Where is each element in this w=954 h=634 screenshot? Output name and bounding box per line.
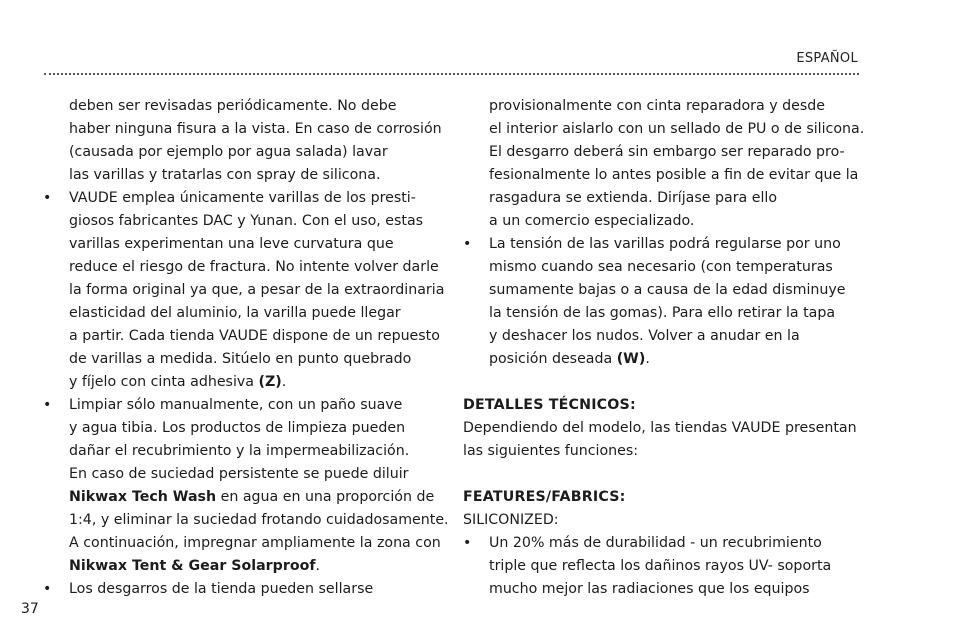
text-segment: Un 20% más de durabilidad - un recubrimiento bbox=[489, 535, 822, 551]
bold-text: Nikwax Tent & Gear Solarproof bbox=[69, 558, 316, 574]
bold-text: Nikwax Tech Wash bbox=[69, 489, 217, 505]
text-segment: a partir. Cada tienda VAUDE dispone de un repuesto bbox=[69, 328, 440, 344]
text-line bbox=[463, 417, 863, 440]
text-segment: triple que reflecta los dañinos rayos UV- soporta bbox=[489, 558, 832, 574]
text-segment: giosos fabricantes DAC y Yunan. Con el uso, estas bbox=[69, 213, 424, 229]
text-segment: de varillas a medida. Sitúelo en punto quebrado bbox=[69, 351, 412, 367]
text-line bbox=[43, 463, 443, 486]
text-line bbox=[463, 371, 863, 394]
text-segment: . bbox=[315, 558, 321, 574]
text-segment: Los desgarros de la tienda pueden sellarse bbox=[69, 581, 374, 597]
text-line bbox=[463, 95, 863, 118]
text-line bbox=[463, 440, 863, 463]
text-segment: y fíjelo con cinta adhesiva bbox=[69, 374, 259, 390]
text-segment: Limpiar sólo manualmente, con un paño suave bbox=[69, 397, 403, 413]
text-line bbox=[43, 95, 443, 118]
text-segment: (causada por ejemplo por agua salada) lavar bbox=[69, 144, 388, 160]
text-segment: varillas experimentan una leve curvatura que bbox=[69, 236, 394, 252]
bullet-item-line bbox=[43, 394, 443, 417]
text-segment: . bbox=[281, 374, 287, 390]
text-line bbox=[43, 233, 443, 256]
text-line bbox=[43, 210, 443, 233]
page-number: 37 bbox=[21, 601, 39, 617]
bullet-item-line bbox=[463, 532, 863, 555]
text-line bbox=[463, 555, 863, 578]
text-segment: y deshacer los nudos. Volver a anudar en la bbox=[489, 328, 800, 344]
text-segment: La tensión de las varillas podrá regularse por uno bbox=[489, 236, 841, 252]
text-segment: mucho mejor las radiaciones que los equipos bbox=[489, 581, 810, 597]
text-segment: las siguientes funciones: bbox=[463, 443, 639, 459]
text-line bbox=[463, 325, 863, 348]
text-line bbox=[463, 210, 863, 233]
text-line bbox=[43, 325, 443, 348]
bullet-item-line bbox=[43, 578, 443, 601]
text-segment: SILICONIZED: bbox=[463, 512, 559, 528]
text-line bbox=[463, 348, 863, 371]
text-segment: fesionalmente lo antes posible a fin de evitar que la bbox=[489, 167, 859, 183]
text-segment: posición deseada bbox=[489, 351, 617, 367]
text-line bbox=[43, 164, 443, 187]
section-heading bbox=[463, 486, 863, 509]
left-text-column bbox=[43, 95, 449, 601]
text-segment: la tensión de las gomas). Para ello retirar la tapa bbox=[489, 305, 836, 321]
text-segment: haber ninguna fisura a la vista. En caso de corrosión bbox=[69, 121, 442, 137]
bold-text: (W) bbox=[616, 351, 646, 367]
text-segment: 1:4, y eliminar la suciedad frotando cuidadosamente. bbox=[69, 512, 449, 528]
text-line bbox=[463, 118, 863, 141]
text-segment: provisionalmente con cinta reparadora y desde bbox=[489, 98, 825, 114]
text-segment: reduce el riesgo de fractura. No intente volver darle bbox=[69, 259, 439, 275]
text-line bbox=[43, 417, 443, 440]
text-segment: dañar el recubrimiento y la impermeabilización. bbox=[69, 443, 410, 459]
text-line bbox=[43, 532, 443, 555]
text-line bbox=[463, 279, 863, 302]
text-line bbox=[43, 486, 443, 509]
text-segment: en agua en una proporción de bbox=[216, 489, 435, 505]
text-segment: En caso de suciedad persistente se puede diluir bbox=[69, 466, 409, 482]
text-line bbox=[43, 302, 443, 325]
text-line bbox=[43, 141, 443, 164]
text-line bbox=[463, 256, 863, 279]
text-line bbox=[463, 509, 863, 532]
text-segment: DETALLES TÉCNICOS: bbox=[463, 397, 636, 413]
text-segment: FEATURES/FABRICS: bbox=[463, 489, 626, 505]
text-line bbox=[43, 555, 443, 578]
text-segment: deben ser revisadas periódicamente. No debe bbox=[69, 98, 397, 114]
text-segment: mismo cuando sea necesario (con temperaturas bbox=[489, 259, 833, 275]
text-line bbox=[463, 141, 863, 164]
bullet-item-line bbox=[43, 187, 443, 210]
text-segment: elasticidad del aluminio, la varilla puede llegar bbox=[69, 305, 401, 321]
text-segment: Dependiendo del modelo, las tiendas VAUDE presentan bbox=[463, 420, 857, 436]
text-line bbox=[43, 118, 443, 141]
text-segment: . bbox=[645, 351, 650, 367]
text-segment: VAUDE emplea únicamente varillas de los presti- bbox=[69, 190, 416, 206]
bold-text: (Z) bbox=[258, 374, 282, 390]
text-segment: el interior aislarlo con un sellado de PU o de silicona. bbox=[489, 121, 865, 137]
text-segment: y agua tibia. Los productos de limpieza pueden bbox=[69, 420, 406, 436]
text-line bbox=[43, 371, 443, 394]
text-line bbox=[463, 164, 863, 187]
language-label: ESPAÑOL bbox=[796, 51, 858, 66]
text-segment: rasgadura se extienda. Diríjase para ello bbox=[489, 190, 778, 206]
right-text-column bbox=[463, 95, 863, 601]
text-line bbox=[43, 509, 449, 532]
text-segment: las varillas y tratarlas con spray de silicona. bbox=[69, 167, 381, 183]
text-line bbox=[463, 302, 863, 325]
section-heading bbox=[463, 394, 863, 417]
text-line bbox=[463, 187, 863, 210]
text-segment: El desgarro deberá sin embargo ser reparado pro- bbox=[489, 144, 845, 160]
text-line bbox=[43, 348, 443, 371]
text-segment: A continuación, impregnar ampliamente la zona con bbox=[69, 535, 441, 551]
text-line bbox=[43, 256, 443, 279]
text-line bbox=[43, 440, 443, 463]
text-segment: a un comercio especializado. bbox=[489, 213, 695, 229]
text-segment: sumamente bajas o a causa de la edad disminuye bbox=[489, 282, 846, 298]
text-line bbox=[43, 279, 443, 302]
dotted-divider bbox=[44, 73, 859, 75]
text-line bbox=[463, 463, 863, 486]
bullet-item-line bbox=[463, 233, 863, 256]
text-line bbox=[463, 578, 863, 601]
text-segment: la forma original ya que, a pesar de la extraordinaria bbox=[69, 282, 445, 298]
